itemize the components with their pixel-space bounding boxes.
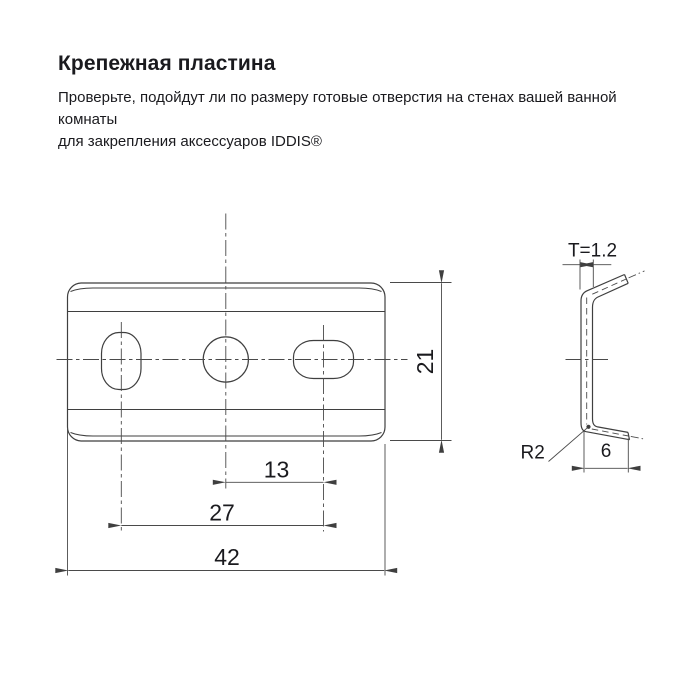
- page-title: Крепежная пластина: [58, 52, 276, 75]
- profile-top-flange-axis-extension: [629, 271, 645, 278]
- dim-radius-leader: [549, 427, 589, 462]
- side-view-drawing: [521, 241, 646, 473]
- dim-outer-holes-label: 27: [209, 499, 235, 526]
- subtitle-line-1: Проверьте, подойдут ли по размеру готовые отверстия на стенах вашей ванной комнаты: [58, 89, 617, 128]
- profile-outer-contour: [581, 275, 630, 440]
- dim-radius-leader-dot: [586, 425, 590, 429]
- dim-total-width-label: 42: [214, 544, 240, 570]
- profile-top-end-cut: [625, 275, 629, 284]
- dim-flange-width-label: 6: [600, 441, 612, 462]
- profile-center-dashed-bottom-flange: [592, 429, 629, 436]
- front-view-drawing: [57, 214, 452, 576]
- profile-inner-contour: [593, 283, 629, 432]
- dim-thickness-label: T=1.2: [567, 240, 618, 262]
- profile-bottom-flange-axis-extension: [631, 436, 646, 439]
- dim-center-to-right-label: 13: [263, 456, 290, 483]
- dim-height-label: 21: [412, 348, 438, 375]
- dim-bend-radius-label: R2: [520, 442, 545, 464]
- subtitle-line-2: для закрепления аксессуаров IDDIS®: [58, 133, 322, 150]
